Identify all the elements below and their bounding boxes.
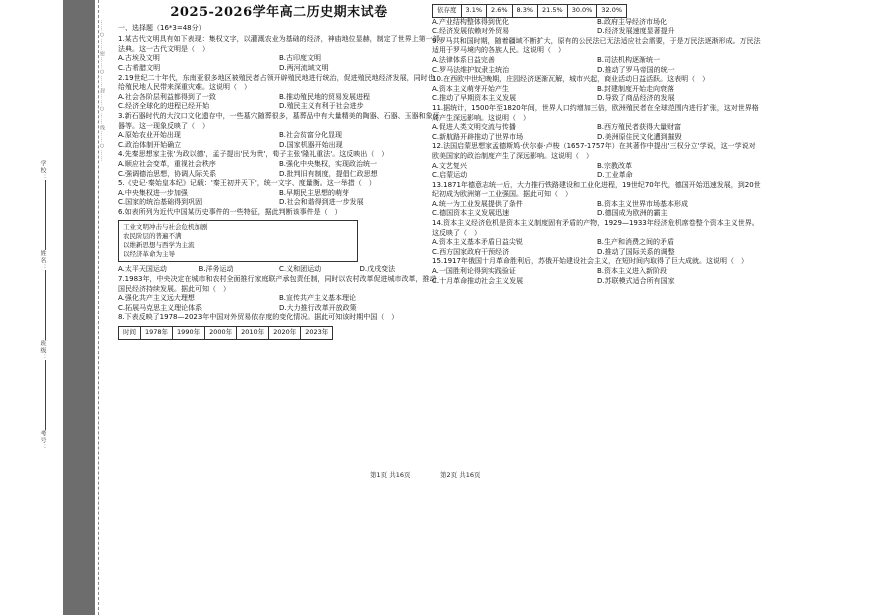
table-cell: 3.1%	[461, 5, 487, 18]
page-number-right: 第2页 共16页	[440, 471, 481, 479]
option-row	[432, 66, 762, 76]
table-row: 以经济革命为主导	[123, 250, 175, 259]
option[interactable]: A.法律体系日益完善	[432, 55, 495, 64]
option[interactable]: B.宣传共产主义基本理论	[279, 294, 357, 303]
question-stem: 1.某古代文明具有如下表现：集权文字，以灌溉农业为基础的经济，神庙地位显赫，制定了世界上第一部法典。这一古代文明是（ ）	[118, 35, 440, 53]
option[interactable]: C.德国资本主义发展迅速	[432, 209, 510, 218]
q8-stem: 8.下表反映了1978—2023年中国对外贸易依存度的变化情况。据此可知该时期中国（ ）	[118, 313, 399, 322]
option[interactable]: C.国家的统治基础得到巩固	[118, 198, 203, 207]
option[interactable]: A.促进人类文明交流与传播	[432, 123, 516, 132]
option[interactable]: C.政治体制开始确立	[118, 140, 182, 149]
option[interactable]: C.罗马法维护奴隶主统治	[432, 65, 510, 74]
option[interactable]: C.新航路开辟推动了世界市场	[432, 132, 524, 141]
option-row	[432, 94, 762, 104]
option[interactable]: B.资本主义世界市场基本形成	[597, 199, 689, 208]
table-cell: 2023年	[301, 327, 333, 340]
table-cell: 30.0%	[567, 5, 597, 18]
option[interactable]: A.强化共产主义远大理想	[118, 294, 195, 303]
question-stem: 15.1917年俄国十月革命胜利后，苏俄开始建设社会主义，在短时间内取得了巨大成就。这说明（ ）	[432, 257, 748, 266]
table-cell: 2.6%	[487, 5, 513, 18]
option[interactable]: D.推动了罗马帝国的统一	[597, 65, 675, 74]
option[interactable]: C.经济全球化的进程已经开始	[118, 102, 210, 111]
table-row: 以维新思想与西学为主流	[123, 241, 195, 250]
trade-table-values	[432, 4, 627, 18]
name-line	[45, 270, 46, 340]
option[interactable]: B.政府主导经济市场化	[597, 17, 668, 26]
option[interactable]: D.美洲原住民文化遭到摧毁	[597, 132, 682, 141]
option[interactable]: B.生产和消费之间的矛盾	[597, 238, 675, 247]
question-stem: 6.如表所列为近代中国某历史事件的一些特征，据此判断该事件是（ ）	[118, 207, 342, 216]
option[interactable]: A.资本主义萌芽开始产生	[432, 84, 509, 93]
option[interactable]: A.产业结构整体得到优化	[432, 17, 509, 26]
school-line	[45, 180, 46, 250]
question-stem: 13.1871年德意志统一后，大力推行铁路建设和工业化进程，19世纪70年代，德国开始迅速发展，到20世纪初成为欧洲第一工业强国。据此可知（ ）	[432, 180, 761, 199]
q7-options-1	[118, 294, 440, 304]
option[interactable]: D.两河流域文明	[279, 63, 329, 72]
question-stem: 5.《史记·秦始皇本纪》记载：'秦王初并天下'，统一文字、度量衡。这一举措（ ）	[118, 179, 376, 188]
option-row	[432, 267, 762, 277]
option[interactable]: A.资本主义基本矛盾日益尖锐	[432, 238, 523, 247]
seal-text: ……○……密……○……封……○……线……○……	[99, 20, 105, 162]
option-row	[432, 123, 762, 133]
table-cell: 依存度	[433, 5, 462, 18]
table-row: 农民阶层的普遍不满	[123, 232, 182, 241]
option-row	[432, 277, 762, 287]
option[interactable]: A.古埃及文明	[118, 54, 160, 63]
option[interactable]: B.古印度文明	[279, 54, 322, 63]
option[interactable]: A.文艺复兴	[432, 161, 467, 170]
option[interactable]: A.原始农业开始出现	[118, 131, 181, 140]
table-cell: 2020年	[269, 327, 301, 340]
option[interactable]: C.义和团运动	[279, 265, 322, 274]
option[interactable]: A.太平天国运动	[118, 265, 167, 274]
option[interactable]: C.经济发展依赖对外贸易	[432, 27, 510, 36]
section-heading: 一、选择题（16*3=48分）	[118, 23, 206, 32]
id-label: 考号：	[39, 430, 46, 451]
question-stem: 14.资本主义经济危机是资本主义制度固有矛盾的产物，1929—1933年经济危机席卷整个资本主义世界。这反映了（ ）	[432, 219, 759, 237]
question-list	[432, 37, 762, 286]
option[interactable]: D.经济发展速度显著提升	[597, 27, 675, 36]
question-stem: 2.19世纪二十年代，东南亚很多地区被殖民者占领开辟殖民地进行统治，促进殖民地经济发展，同时也给殖民地人民带来深重灾难。这说明（ ）	[118, 73, 435, 92]
table-cell: 1990年	[173, 327, 205, 340]
page-number-left: 第1页 共16页	[370, 471, 411, 479]
option[interactable]: D.苏联模式适合所有国家	[597, 276, 675, 285]
table-row: 工业文明冲击与社会危机加剧	[123, 223, 208, 232]
option[interactable]: D.殖民主义有利于社会进步	[279, 102, 364, 111]
option[interactable]: A.顺应社会变革，重视社会秩序	[118, 159, 216, 168]
option[interactable]: C.强调德治思想，协调人际关系	[118, 169, 217, 178]
q6-options	[118, 265, 440, 275]
option-row	[118, 93, 440, 103]
option[interactable]: D.大力推行改革开放政策	[279, 303, 357, 312]
option[interactable]: A.中央集权进一步加强	[118, 188, 188, 197]
option-row	[118, 54, 440, 64]
option[interactable]: D.导致了商品经济的发展	[597, 94, 675, 103]
q7-stem: 7.1983年，中央决定在城市和农村全面推行家庭联产承包责任制，同时以农村改革促进城市改革，推动国民经济持续发展。据此可知（ ）	[118, 275, 437, 293]
table-cell: 2010年	[237, 327, 269, 340]
binding-margin	[0, 0, 105, 615]
option[interactable]: D.德国成为欧洲的霸主	[597, 209, 668, 218]
question-stem: 3.新石器时代的大汶口文化遗存中，一些墓穴随葬很多，墓葬品中有大量精美的陶器、石器、玉器和象牙器等。这一现象反映了（ ）	[118, 111, 440, 130]
question-stem: 10.在西欧中世纪晚期，庄园经济逐渐瓦解，城市兴起，商业活动日益活跃。这表明（ ）	[432, 75, 710, 84]
option[interactable]: D.工业革命	[597, 171, 633, 180]
option[interactable]: B.资本主义进入新阶段	[597, 267, 668, 276]
option[interactable]: B.封建制度开始走向衰落	[597, 84, 675, 93]
option[interactable]: D.戊戌变法	[359, 265, 396, 274]
table-cell: 2000年	[205, 327, 237, 340]
table-cell: 时间	[119, 327, 141, 340]
school-label: 学校：	[39, 160, 46, 181]
option[interactable]: B.洋务运动	[198, 265, 234, 274]
option[interactable]: D.推动了国际关系的调整	[597, 247, 675, 256]
q8-options-2	[432, 27, 762, 37]
option-row	[432, 133, 762, 143]
q8-options-1	[432, 18, 762, 28]
option[interactable]: C.西方国家政府干预经济	[432, 247, 510, 256]
option[interactable]: C.十月革命推动社会主义发展	[432, 276, 524, 285]
option-row	[118, 198, 440, 208]
q7-options-2	[118, 304, 440, 314]
exam-title: 2025-2026学年高二历史期末试卷	[170, 5, 388, 20]
option-row	[118, 131, 440, 141]
option-row	[118, 102, 440, 112]
question-stem: 11.据统计，1500年至1820年间，世界人口约增加三倍，欧洲殖民者在全球范围内进行扩张，这对世界格局产生深远影响。这说明（ ）	[432, 103, 759, 122]
option-row	[432, 85, 762, 95]
question-list	[118, 35, 440, 217]
option-row	[118, 170, 440, 180]
option[interactable]: B.社会贫富分化显现	[279, 131, 343, 140]
option-row	[432, 209, 762, 219]
class-label: 班级：	[39, 340, 46, 361]
option[interactable]: B.宗教改革	[597, 161, 633, 170]
option[interactable]: C.拓展马克思主义理论体系	[118, 303, 203, 312]
table-cell: 8.3%	[512, 5, 538, 18]
option-row	[118, 64, 440, 74]
option-row	[118, 141, 440, 151]
table-cell: 1978年	[141, 327, 173, 340]
option-row	[432, 248, 762, 258]
option-row	[118, 189, 440, 199]
question-stem: 9.罗马共和国时期，随着疆域不断扩大，原有的公民法已无法适应社会需要，于是万民法逐渐形成。万民法适用于罗马境内的各族人民。这说明（ ）	[432, 36, 761, 55]
trade-table-header	[118, 326, 333, 340]
question-stem: 4.先秦思想家主张'为政以德'，孟子提出'民为贵'，荀子主张'隆礼重法'。这反映出（ ）	[118, 150, 389, 159]
option[interactable]: B.西方殖民者获得大量财富	[597, 123, 682, 132]
option[interactable]: A.社会各阶层利益都得到了一致	[118, 92, 216, 101]
option[interactable]: D.批判旧有制度，提倡仁政思想	[279, 169, 378, 178]
option[interactable]: C.古希腊文明	[118, 63, 161, 72]
option[interactable]: B.推动殖民地的贸易发展进程	[279, 92, 371, 101]
class-line	[45, 360, 46, 430]
option[interactable]: B.强化中央集权，实现政治统一	[279, 159, 378, 168]
table-cell: 32.0%	[597, 5, 627, 18]
option[interactable]: A.统一为工业发展提供了条件	[432, 199, 523, 208]
event-feature-table	[118, 220, 358, 262]
option[interactable]: B.早期民主思想的萌芽	[279, 188, 350, 197]
option-row	[432, 171, 762, 181]
table-cell: 21.5%	[538, 5, 568, 18]
left-column	[118, 4, 440, 340]
binding-stripe	[63, 0, 95, 615]
right-column	[432, 4, 762, 286]
option-row	[432, 238, 762, 248]
option-row	[118, 160, 440, 170]
question-stem: 12.法国启蒙思想家孟德斯鸠·伏尔泰·卢梭（1657-1757年）在其著作中提出'三权分立'学说，这一学说对欧美国家的政治制度产生了深远影响。这说明（ ）	[432, 142, 756, 160]
option[interactable]: B.司法机构逐渐统一	[597, 55, 661, 64]
option[interactable]: A.一国胜利论得到实践验证	[432, 267, 516, 276]
option[interactable]: D.国家机器开始出现	[279, 140, 343, 149]
option[interactable]: C.推动了早期资本主义发展	[432, 94, 517, 103]
option-row	[432, 56, 762, 66]
name-label: 姓名：	[39, 250, 46, 271]
option[interactable]: C.启蒙运动	[432, 171, 468, 180]
option[interactable]: D.社会和谐得到进一步发展	[279, 198, 364, 207]
option-row	[432, 162, 762, 172]
